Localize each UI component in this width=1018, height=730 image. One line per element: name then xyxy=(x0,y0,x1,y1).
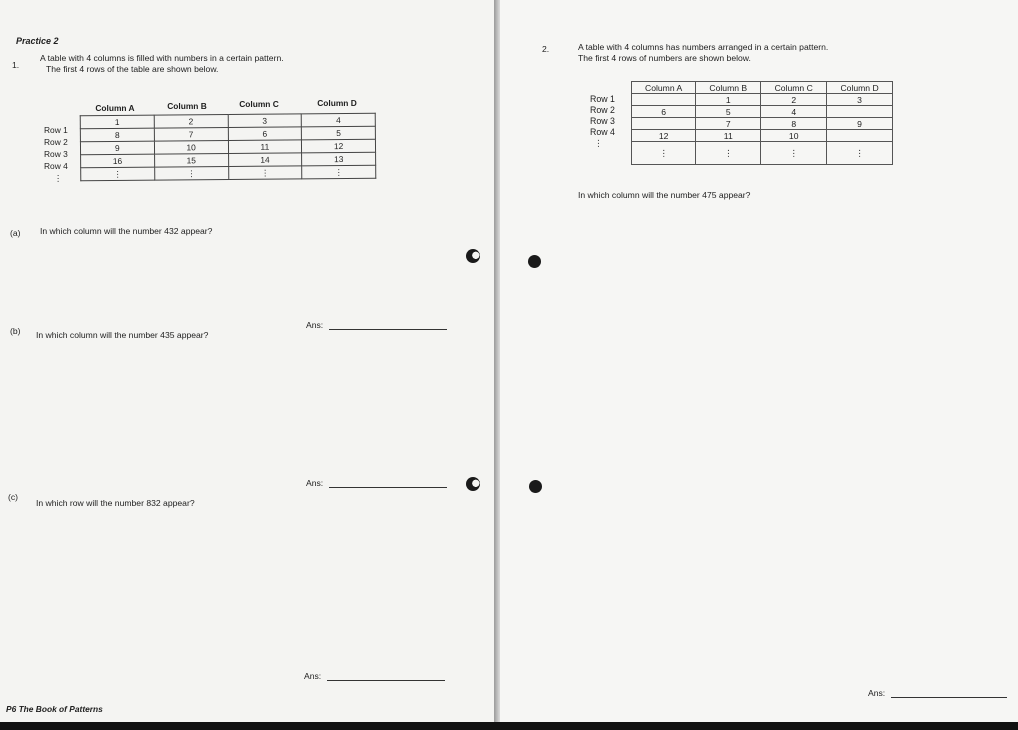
q2-col-header-b: Column B xyxy=(696,82,761,94)
table-cell: ⋮ xyxy=(228,166,302,180)
left-page xyxy=(0,0,494,722)
q2-row-label: Row 3 xyxy=(590,116,615,126)
table-cell xyxy=(632,118,696,130)
table-cell xyxy=(827,130,893,142)
table-cell: 1 xyxy=(696,94,761,106)
ans-label: Ans: xyxy=(868,688,886,698)
q2-row-label: ⋮ xyxy=(594,138,603,148)
part-a-label: (a) xyxy=(10,228,21,238)
answer-line[interactable] xyxy=(329,478,447,488)
table-cell: ⋮ xyxy=(761,142,827,165)
table-row xyxy=(632,118,893,130)
table-cell: 10 xyxy=(761,130,827,142)
table-cell: 6 xyxy=(228,127,302,141)
q1-number-table xyxy=(80,113,377,182)
question-2-prompt: In which column will the number 475 appear? xyxy=(578,190,751,200)
table-cell: 3 xyxy=(228,114,302,128)
table-row xyxy=(632,106,893,118)
table-cell: ⋮ xyxy=(154,166,228,180)
table-cell: ⋮ xyxy=(81,167,155,181)
table-cell: 3 xyxy=(827,94,893,106)
q1-row-label: Row 4 xyxy=(44,161,68,171)
table-cell: 13 xyxy=(302,152,376,166)
table-cell: 6 xyxy=(632,106,696,118)
q2-col-header-d: Column D xyxy=(827,82,893,94)
question-2-text-line1: A table with 4 columns has numbers arranged in a certain pattern. xyxy=(578,42,829,52)
part-b-question: In which column will the number 435 appear? xyxy=(36,330,209,340)
table-header-row xyxy=(632,82,893,94)
table-cell: 9 xyxy=(80,141,154,155)
table-cell: 1 xyxy=(80,115,154,129)
table-cell xyxy=(632,94,696,106)
q1-col-header-b: Column B xyxy=(167,101,207,111)
answer-line[interactable] xyxy=(329,320,447,330)
binder-hole-icon xyxy=(466,249,480,263)
table-cell: ⋮ xyxy=(632,142,696,165)
q2-row-label: Row 4 xyxy=(590,127,615,137)
q1-col-header-d: Column D xyxy=(317,98,357,108)
table-cell: 9 xyxy=(827,118,893,130)
table-cell: 12 xyxy=(302,139,376,153)
q1-row-label: ⋮ xyxy=(54,173,63,183)
question-2-answer xyxy=(868,688,1007,698)
right-page xyxy=(500,0,1018,722)
table-cell: 12 xyxy=(632,130,696,142)
question-2-number: 2. xyxy=(542,44,550,54)
table-cell: 16 xyxy=(81,154,155,168)
binder-hole-icon xyxy=(466,477,480,491)
table-row xyxy=(632,94,893,106)
part-b-label: (b) xyxy=(10,326,21,336)
table-cell: 11 xyxy=(228,140,302,154)
table-cell: ⋮ xyxy=(827,142,893,165)
binder-hole-icon xyxy=(528,255,541,268)
part-c-question: In which row will the number 832 appear? xyxy=(36,498,195,508)
table-cell: 10 xyxy=(154,141,228,155)
part-a-question: In which column will the number 432 appear? xyxy=(40,226,213,236)
question-2-text-line2: The first 4 rows of numbers are shown below. xyxy=(578,53,751,63)
question-1-text-line1: A table with 4 columns is filled with numbers in a certain pattern. xyxy=(40,53,284,63)
q2-number-table xyxy=(631,81,893,165)
table-cell: 4 xyxy=(301,113,375,127)
q2-col-header-c: Column C xyxy=(761,82,827,94)
part-b-answer xyxy=(306,478,447,488)
table-row xyxy=(81,165,376,181)
binder-hole-icon xyxy=(529,480,542,493)
table-row xyxy=(632,130,893,142)
answer-line[interactable] xyxy=(327,671,445,681)
table-cell: 2 xyxy=(761,94,827,106)
q1-row-label: Row 2 xyxy=(44,137,68,147)
part-a-answer xyxy=(306,320,447,330)
table-cell: 5 xyxy=(302,126,376,140)
table-cell: ⋮ xyxy=(696,142,761,165)
ans-label: Ans: xyxy=(306,320,324,330)
q1-row-label: Row 1 xyxy=(44,125,68,135)
q2-row-label: Row 1 xyxy=(590,94,615,104)
part-c-label: (c) xyxy=(8,492,19,502)
ans-label: Ans: xyxy=(304,671,322,681)
table-cell: 14 xyxy=(228,153,302,167)
q2-row-labels xyxy=(590,94,615,149)
table-cell: 2 xyxy=(154,115,228,129)
q1-col-header-a: Column A xyxy=(95,103,135,113)
table-cell: ⋮ xyxy=(302,165,376,179)
table-cell xyxy=(827,106,893,118)
table-cell: 5 xyxy=(696,106,761,118)
ans-label: Ans: xyxy=(306,478,324,488)
scan-edge xyxy=(0,722,1018,730)
q2-col-header-a: Column A xyxy=(632,82,696,94)
table-cell: 8 xyxy=(80,128,154,142)
table-cell: 7 xyxy=(696,118,761,130)
table-row xyxy=(632,142,893,165)
table-cell: 15 xyxy=(154,153,228,167)
q1-row-labels xyxy=(44,124,68,184)
table-cell: 11 xyxy=(696,130,761,142)
answer-line[interactable] xyxy=(891,688,1007,698)
table-cell: 8 xyxy=(761,118,827,130)
q1-row-label: Row 3 xyxy=(44,149,68,159)
practice-title: Practice 2 xyxy=(16,36,59,46)
part-c-answer xyxy=(304,671,445,681)
table-cell: 7 xyxy=(154,128,228,142)
table-cell: 4 xyxy=(761,106,827,118)
question-1-text-line2: The first 4 rows of the table are shown below. xyxy=(46,64,219,74)
footer-book-title: P6 The Book of Patterns xyxy=(6,704,103,714)
question-1-number: 1. xyxy=(12,60,20,70)
q2-row-label: Row 2 xyxy=(590,105,615,115)
q1-col-header-c: Column C xyxy=(239,99,279,109)
